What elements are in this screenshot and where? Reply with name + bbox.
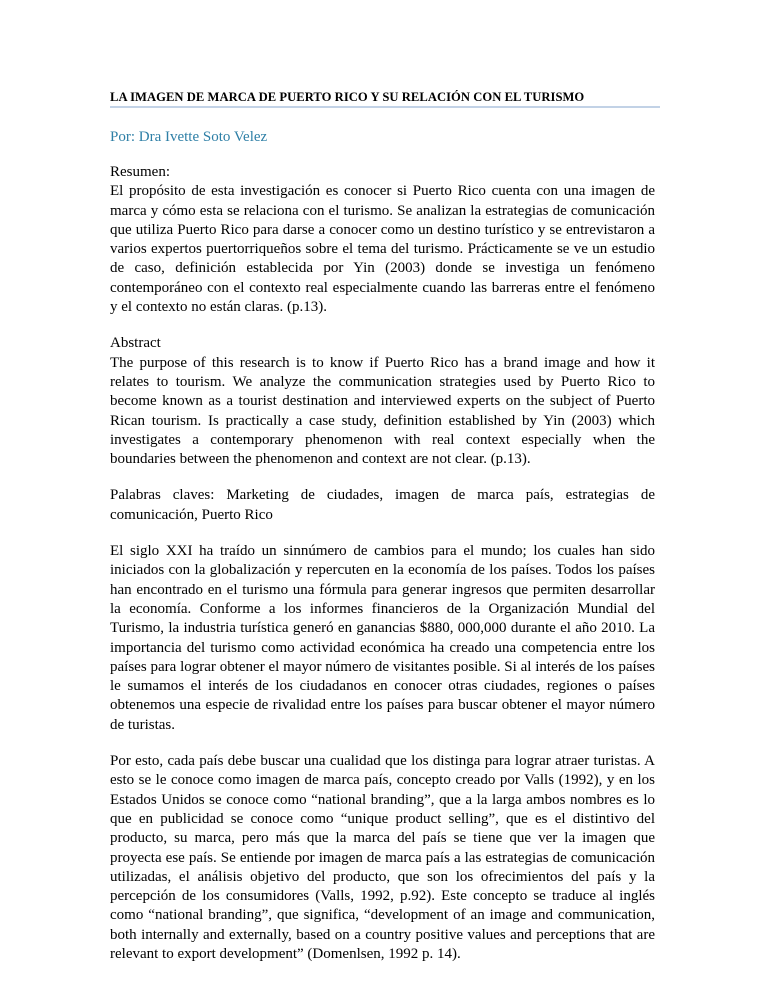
author-line: Por: Dra Ivette Soto Velez <box>110 129 268 145</box>
resumen-heading: Resumen: <box>110 164 170 180</box>
keywords-paragraph: Palabras claves: Marketing de ciudades, imagen de marca país, estrategias de comunicación, Puerto Rico <box>110 487 655 523</box>
abstract-section <box>110 334 655 469</box>
abstract-text: The purpose of this research is to know if Puerto Rico has a brand image and how it relates to tourism. We analyze the communication strategies used by Puerto Rico to become known as a tourist destination and interviewed experts on the subject of Puerto Rican tourism. Is practically a case study, definition established by Yin (2003) which investigates a contemporary phenomenon with real context especially when the boundaries between the phenomenon and context are not clear. (p.13). <box>110 354 655 468</box>
resumen-section <box>110 163 655 317</box>
document-title: LA IMAGEN DE MARCA DE PUERTO RICO Y SU RELACIÓN CON EL TURISMO <box>110 89 660 108</box>
body-paragraph-1: El siglo XXI ha traído un sinnúmero de cambios para el mundo; los cuales han sido iniciados con la globalización y repercuten en la economía de los países. Todos los países han encontrado en el turismo una fórmula para generar ingresos que permiten desarrollar la economía. Conforme a los informes financieros de la Organización Mundial del Turismo, la industria turística generó en ganancias $880, 000,000 durante el año 2010. La importancia del turismo como actividad económica ha creado una competencia entre los países para lograr obtener el mayor número de visitantes posible. Si al interés de los países le sumamos el interés de los ciudadanos en conocer otras ciudades, regiones o países obtenemos una especie de rivalidad entre los países para buscar obtener el mayor número de turistas. <box>110 543 655 733</box>
body-paragraph-2: Por esto, cada país debe buscar una cualidad que los distinga para lograr atraer turistas. A esto se le conoce como imagen de marca país, concepto creado por Valls (1992), y en los Estados Unidos se conoce como “national branding”, que a la larga ambos nombres es lo que en publicidad se conoce como “unique product selling”, que es el distintivo del producto, su marca, pero más que la marca del país se tiene que ver la imagen que proyecta ese país. Se entiende por imagen de marca país a las estrategias de comunicación utilizadas, el análisis objetivo del producto, que son los ofrecimientos del país y la percepción de los consumidores (Valls, 1992, p.92). Este concepto se traduce al inglés como “national branding”, que significa, “development of an image and communication, both internally and externally, based on a country positive values and perceptions that are relevant to export development” (Domenlsen, 1992 p. 14). <box>110 753 655 962</box>
abstract-heading: Abstract <box>110 335 161 352</box>
document-body <box>110 163 655 981</box>
resumen-text: El propósito de esta investigación es conocer si Puerto Rico cuenta con una imagen de marca y cómo esta se relaciona con el turismo. Se analizan la estrategias de comunicación que utiliza Puerto Rico para darse a conocer como un destino turístico y se entrevistaron a varios expertos puertorriqueños sobre el tema del turismo. Prácticamente se ve un estudio de caso, definición establecida por Yin (2003) donde se investiga un fenómeno contemporáneo con el contexto real especialmente cuando las barreras entre el fenómeno y el contexto no están claras. (p.13). <box>110 183 655 316</box>
